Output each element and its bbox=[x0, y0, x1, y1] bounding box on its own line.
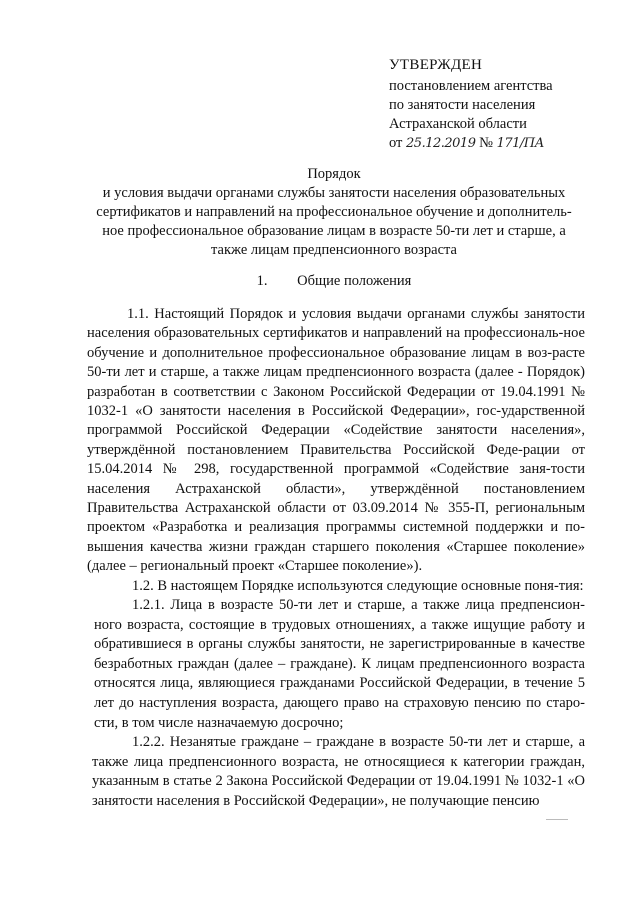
title-line-2: и условия выдачи органами службы занятости населения образовательных bbox=[102, 185, 566, 201]
paragraph-1-1: 1.1. Настоящий Порядок и условия выдачи органами службы занятости населения образовательных сертификатов и направлений на профессиональ-ное обучение и дополнительное профессиональное образование лицам в воз-расте 50-ти лет и старше, а также лицам предпенсионного возраста (далее - Порядок) разработан в соответствии с Законом Российской Федерации от 19.04.1991 № 1032-1 «О занятости населения в Российской Федерации», гос-ударственной программой Российской Федерации «Содействие занятости населения», утверждённой постановлением Правительства Российской Феде-рации от 15.04.2014 № 298, государственной программой «Содействие заня-тости населения Астраханской области», утверждённой постановлением Правительства Астраханской области от 03.09.2014 № 355-П, региональным проектом «Разработка и реализация программы системной поддержки и по-вышения качества жизни граждан старшего поколения «Старшее поколение» (далее – региональный проект «Старшее поколение»). bbox=[87, 306, 585, 575]
document-title bbox=[84, 165, 584, 260]
approval-date-line bbox=[389, 134, 609, 153]
date-prefix: от bbox=[389, 135, 403, 151]
paragraph-1-2-2: 1.2.2. Незанятые граждане – граждане в возрасте 50-ти лет и старше, а также лица предпенсионного возраста, не относящиеся к категории граждан, указанным в статье 2 Закона Российской Федерации от 19.04.1991 № 1032-1 «О занятости населения в Российской Федерации», не получающие пенсию bbox=[92, 734, 585, 810]
approval-line-3: Астраханской области bbox=[389, 116, 527, 132]
title-line-3: сертификатов и направлений на профессиональное обучение и дополнитель- bbox=[96, 204, 572, 220]
document-body bbox=[87, 305, 585, 812]
approval-line-2: по занятости населения bbox=[389, 97, 536, 113]
section-number: 1. bbox=[256, 273, 268, 289]
paragraph-1-2-1: 1.2.1. Лица в возрасте 50-ти лет и старше, а также лица предпенсион-ного возраста, состоящие в трудовых отношениях, а также ищущие работу и обратившиеся в органы службы занятости, не зарегистрированные в качестве безработных граждан (далее – граждане). К лицам предпенсионного возраста относятся лица, являющиеся гражданами Российской Федерации, в течение 5 лет до наступления возраста, дающего право на страховую пенсию по старо-сти, в том числе назначаемую досрочно; bbox=[94, 597, 585, 731]
title-line-4: ное профессиональное образование лицам в возрасте 50-ти лет и старше, а bbox=[102, 223, 566, 239]
handwritten-date: 25.12.2019 bbox=[406, 136, 476, 151]
approval-stamp-block bbox=[389, 56, 609, 153]
approval-line-1: постановлением агентства bbox=[389, 78, 553, 94]
scan-mark bbox=[546, 819, 568, 820]
section-heading bbox=[84, 273, 584, 290]
section-title: Общие положения bbox=[297, 273, 412, 289]
number-prefix: № bbox=[479, 135, 493, 151]
approval-heading: УТВЕРЖДЕН bbox=[389, 57, 483, 73]
handwritten-number: 171/ПА bbox=[496, 136, 544, 151]
paragraph-1-2: 1.2. В настоящем Порядке используются следующие основные поня-тия: bbox=[132, 577, 584, 594]
title-line-1: Порядок bbox=[307, 166, 361, 182]
title-line-5: также лицам предпенсионного возраста bbox=[211, 242, 457, 258]
